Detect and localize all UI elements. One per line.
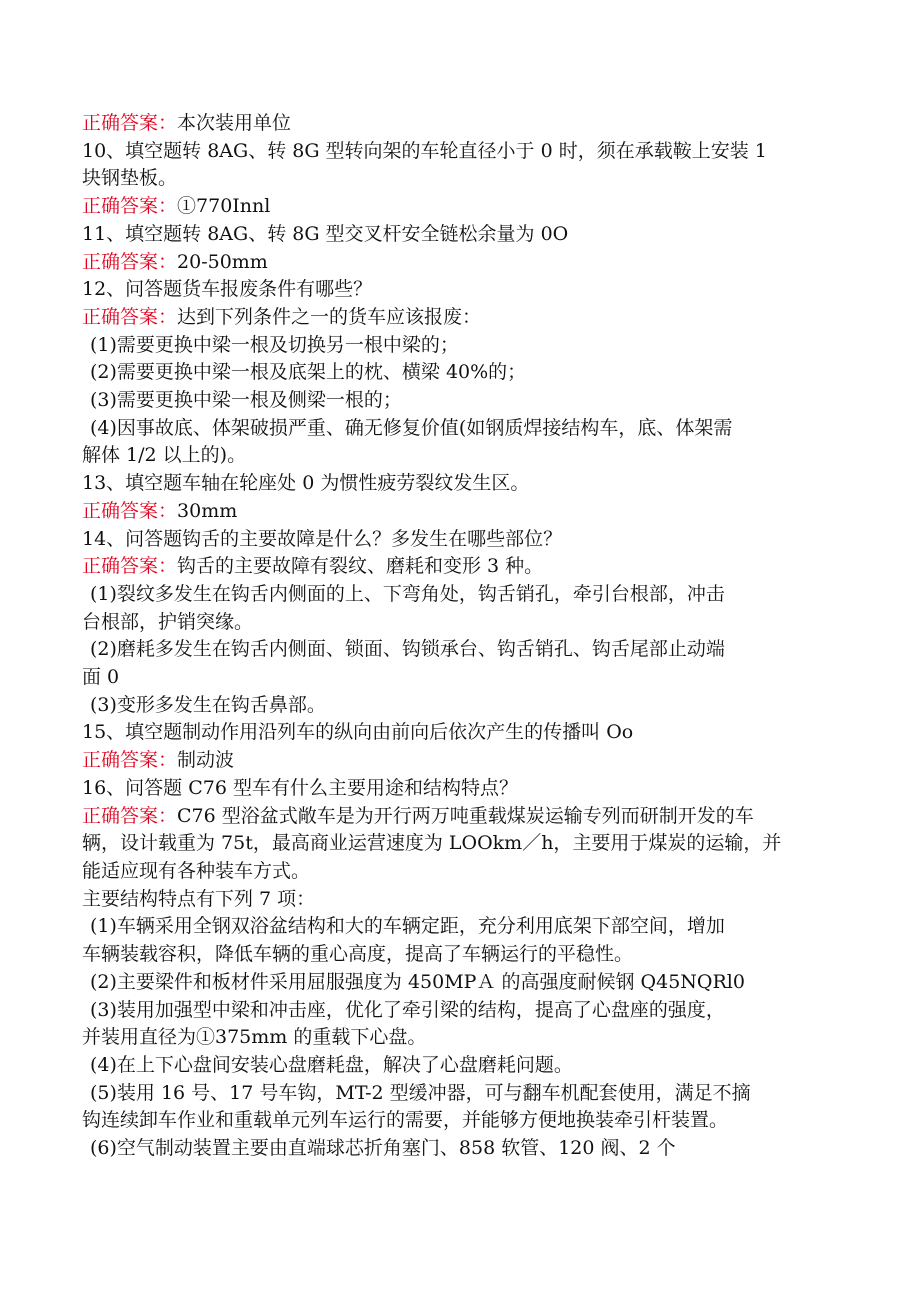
answer-line (82, 110, 842, 138)
answer-text: 钩舌的主要故障有裂纹、磨耗和变形 3 种。 (177, 555, 544, 578)
list-item: (4)在上下心盘间安装心盘磨耗盘，解决了心盘磨耗问题。 (90, 1053, 573, 1076)
answer-label: 正确答案： (82, 305, 178, 328)
answer-line (82, 249, 842, 277)
list-item: (4)因事故底、体架破损严重、确无修复价值(如钢质焊接结构车，底、体架需 (90, 416, 733, 439)
text-line: 车辆装载容积，降低车辆的重心高度，提高了车辆运行的平稳性。 (82, 943, 634, 966)
question-line: 12、问答题货车报废条件有哪些？ (82, 278, 373, 301)
answer-line (82, 803, 842, 831)
text-line: 能适应现有各种装车方式。 (82, 859, 311, 882)
list-item: (2)磨耗多发生在钩舌内侧面、锁面、钩锁承台、钩舌销孔、钩舌尾部止动端 (90, 638, 725, 661)
question-line: 11、填空题转 8AG、转 8G 型交叉杆安全链松余量为 0O (82, 222, 569, 245)
answer-label: 正确答案： (82, 195, 178, 218)
text-line: 钩连续卸车作业和重载单元列车运行的需要，并能够方便地换装牵引杆装置。 (82, 1109, 729, 1132)
list-item: (1)车辆采用全钢双浴盆结构和大的车辆定距，充分利用底架下部空间，增加 (90, 915, 725, 938)
answer-text: 制动波 (177, 749, 235, 772)
question-line: 13、填空题车轴在轮座处 0 为惯性疲劳裂纹发生区。 (82, 472, 530, 495)
text-line: 面 0 (82, 666, 120, 689)
list-item: (6)空气制动装置主要由直端球芯折角塞门、858 软管、120 阀、2 个 (90, 1137, 676, 1160)
document-page (82, 110, 842, 1163)
answer-text: 本次装用单位 (177, 112, 292, 134)
answer-text: 20-50mm (177, 250, 268, 273)
text-line: 台根部，护销突缘。 (82, 610, 254, 633)
question-line: 16、问答题 C76 型车有什么主要用途和结构特点？ (82, 776, 518, 799)
question-line: 10、填空题转 8AG、转 8G 型转向架的车轮直径小于 0 时，须在承载鞍上安装 1 (82, 139, 767, 162)
question-line: 14、问答题钩舌的主要故障是什么？多发生在哪些部位？ (82, 527, 563, 550)
list-item: (2)主要梁件和板材件采用屈服强度为 450MPＡ 的高强度耐候钢 Q45NQRl0 (90, 970, 745, 993)
list-item: (2)需要更换中梁一根及底架上的枕、横梁 40%的； (90, 361, 527, 384)
text-line: 辆，设计载重为 75t，最高商业运营速度为 LOOkm／h，主要用于煤炭的运输，并 (82, 832, 782, 855)
text-line: 并装用直径为①375mm 的重载下心盘。 (82, 1026, 427, 1049)
answer-line (82, 553, 842, 581)
text-line: 主要结构特点有下列 7 项： (82, 887, 316, 910)
list-item: (3)需要更换中梁一根及侧梁一根的； (90, 389, 402, 412)
question-line: 15、填空题制动作用沿列车的纵向由前向后依次产生的传播叫 Oo (82, 721, 634, 744)
list-item: (3)变形多发生在钩舌鼻部。 (90, 693, 326, 716)
answer-line (82, 747, 842, 775)
list-item: (5)装用 16 号、17 号车钩，MT-2 型缓冲器，可与翻车机配套使用，满足不摘 (90, 1081, 751, 1104)
text-line: 解体 1/2 以上的)。 (82, 444, 247, 467)
answer-text: 达到下列条件之一的货车应该报废： (177, 305, 482, 328)
answer-label: 正确答案： (82, 804, 178, 827)
answer-line (82, 193, 842, 221)
answer-text: C76 型浴盆式敞车是为开行两万吨重载煤炭运输专列而研制开发的车 (177, 804, 754, 827)
answer-label: 正确答案： (82, 499, 178, 522)
text-line: 块钢垫板。 (82, 167, 178, 190)
list-item: (1)裂纹多发生在钩舌内侧面的上、下弯角处，钩舌销孔，牵引台根部，冲击 (90, 582, 725, 605)
answer-label: 正确答案： (82, 555, 178, 578)
answer-text: 30mm (177, 499, 238, 522)
answer-text: ①770Innl (177, 195, 271, 218)
answer-label: 正确答案： (82, 250, 178, 273)
answer-line (82, 304, 842, 332)
list-item: (1)需要更换中梁一根及切换另一根中梁的； (90, 333, 459, 356)
answer-label: 正确答案： (82, 749, 178, 772)
list-item: (3)装用加强型中梁和冲击座，优化了牵引梁的结构，提高了心盘座的强度， (90, 998, 725, 1021)
answer-line (82, 498, 842, 526)
answer-label: 正确答案： (82, 112, 178, 134)
